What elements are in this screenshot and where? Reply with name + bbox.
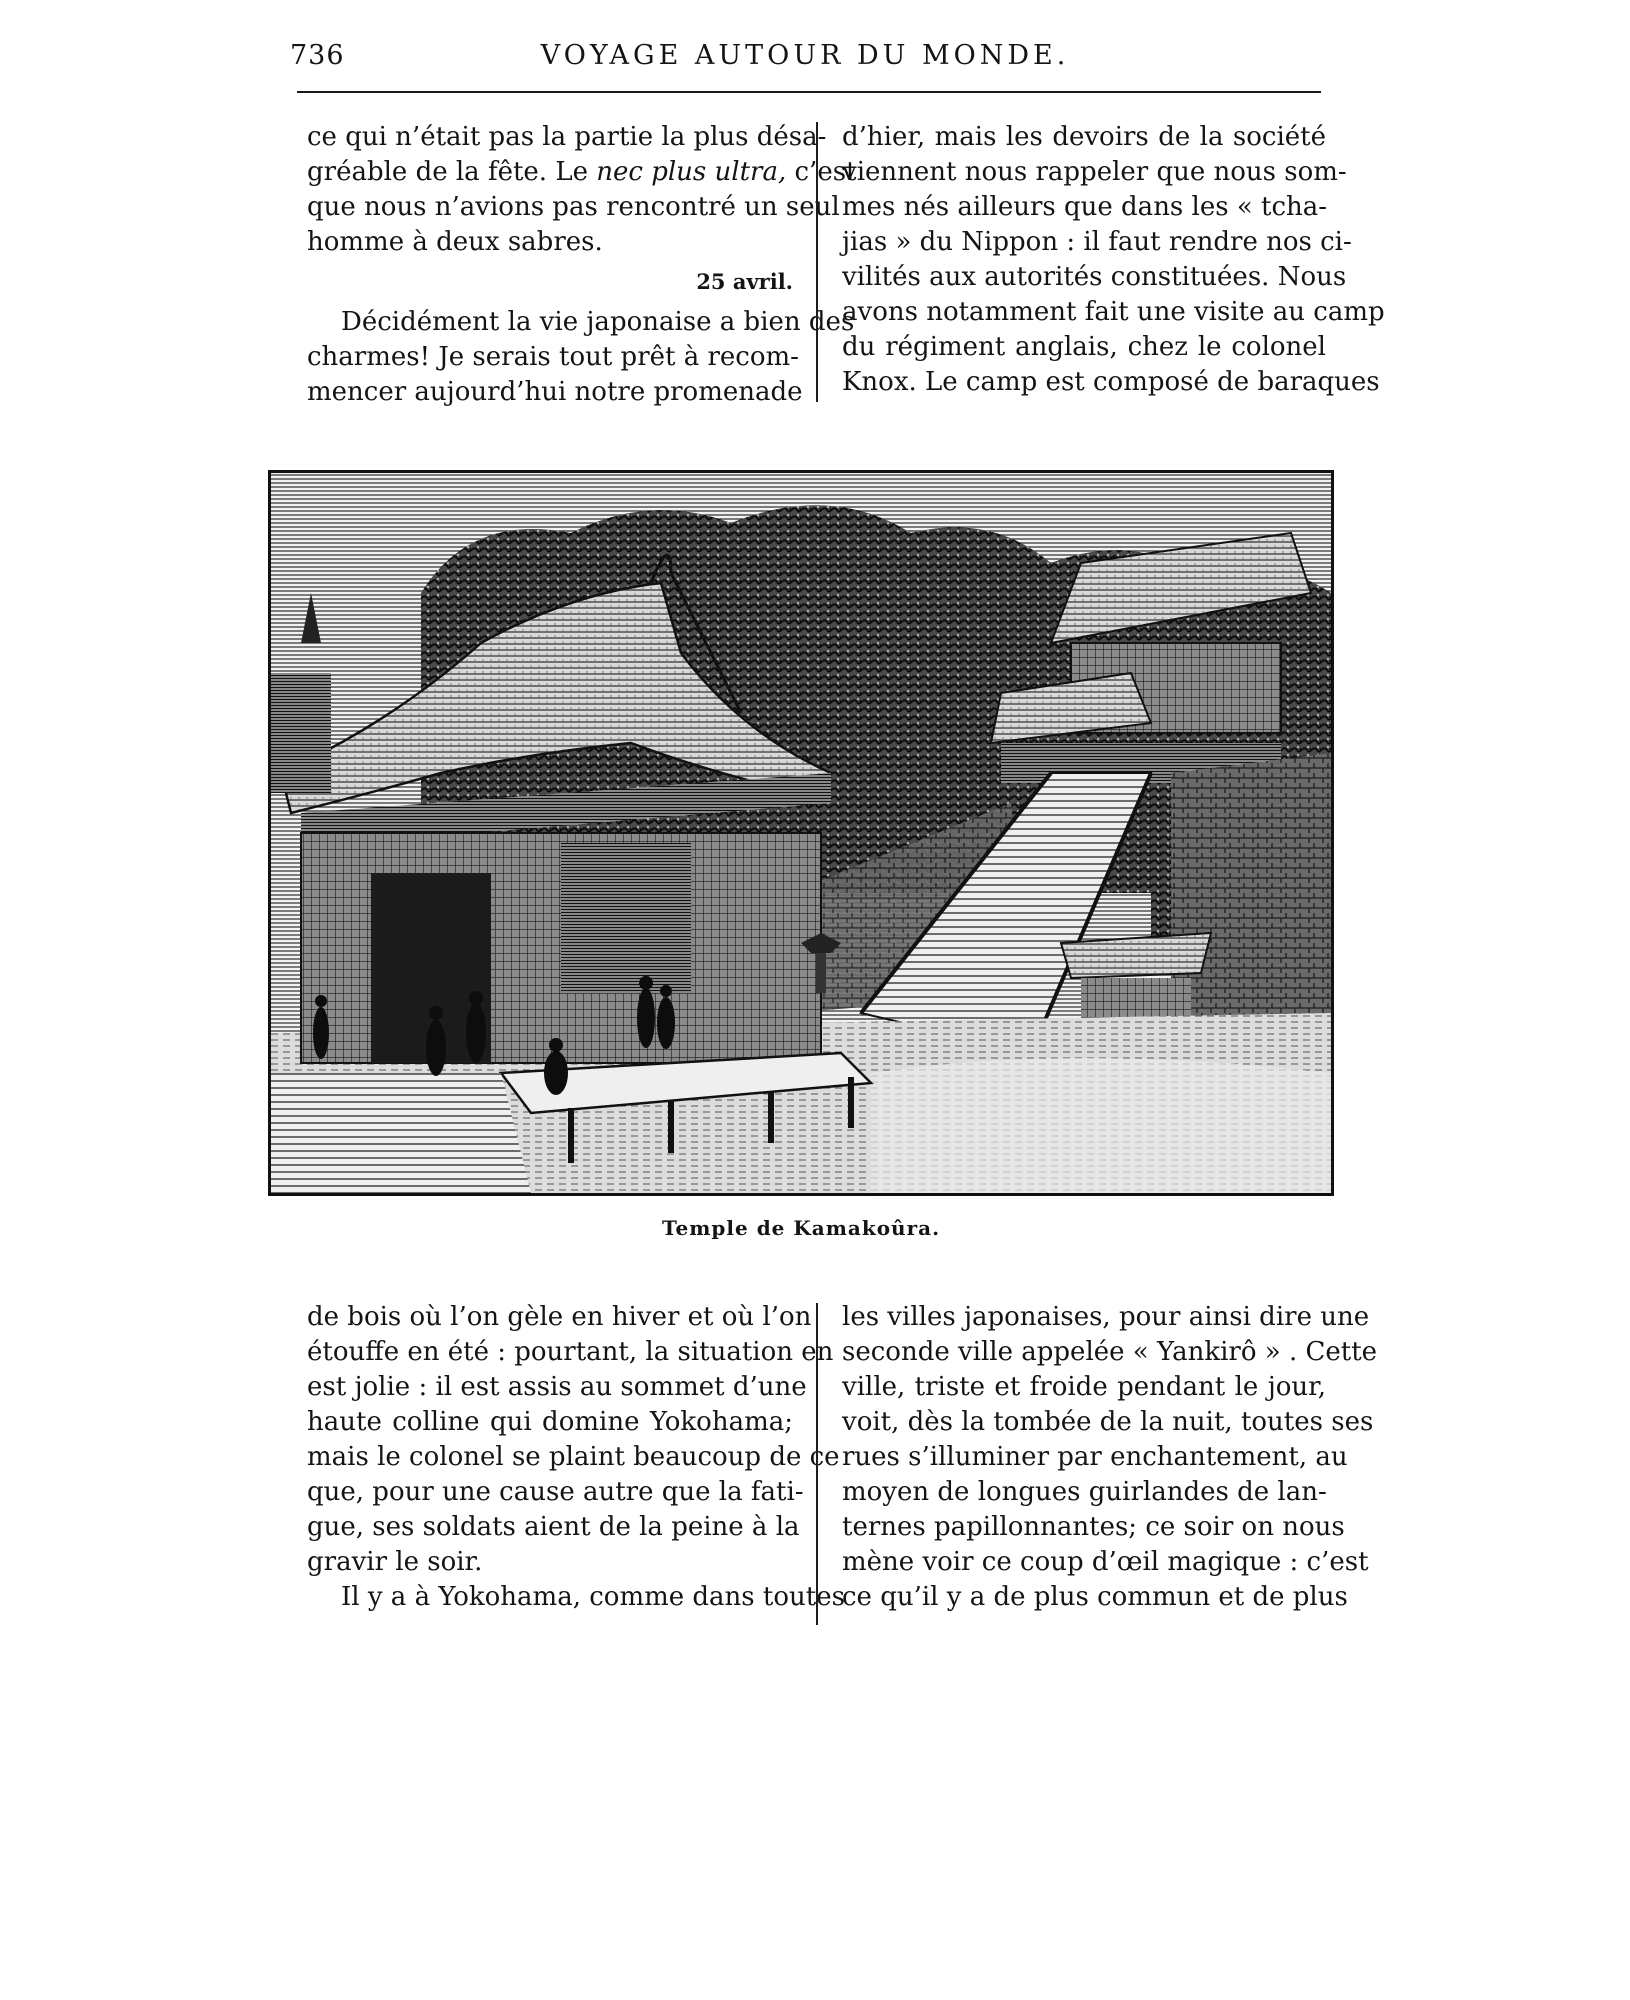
text-line: que nous n’avions pas rencontré un seul [307,192,840,222]
paragraph [307,1300,840,1580]
text-line: d’hier, mais les devoirs de la société [842,122,1326,152]
text-line: Il y a à Yokohama, comme dans toutes [341,1582,845,1612]
text-line: Knox. Le camp est composé de baraques [842,367,1380,397]
bottom-right-column [842,1300,1378,1615]
text-line: gravir le soir. [307,1547,483,1577]
top-right-column [842,120,1385,400]
text-fragment: c’est [786,157,857,187]
column-rule [816,122,818,402]
text-line: charmes! Je serais tout prêt à recom- [307,342,799,372]
paragraph [307,305,855,410]
text-line: étouffe en été : pourtant, la situation en [307,1337,834,1367]
text-line: ville, triste et froide pendant le jour, [842,1372,1326,1402]
dateline: 25 avril. [696,269,793,294]
paragraph [307,120,857,260]
text-line: moyen de longues guirlandes de lan- [842,1477,1327,1507]
italic-phrase: nec plus ultra, [596,157,787,187]
text-fragment: gréable de la fête. Le [307,157,597,187]
text-line: de bois où l’on gèle en hiver et où l’on [307,1302,812,1332]
text-line: mène voir ce coup d’œil magique : c’est [842,1547,1369,1577]
header-rule [297,91,1321,93]
text-line: vilités aux autorités constituées. Nous [842,262,1347,292]
text-line: ternes papillonnantes; ce soir on nous [842,1512,1345,1542]
text-line: rues s’illuminer par enchantement, au [842,1442,1348,1472]
column-rule [816,1303,818,1625]
text-line: mes nés ailleurs que dans les « tcha- [842,192,1328,222]
running-header [290,40,1320,80]
temple-engraving [268,470,1334,1196]
paragraph [307,1580,845,1615]
figure-caption: Temple de Kamakoûra. [661,1216,941,1240]
text-line: est jolie : il est assis au sommet d’une [307,1372,807,1402]
text-line: jias » du Nippon : il faut rendre nos ci- [842,227,1352,257]
text-line: ce qu’il y a de plus commun et de plus [842,1582,1348,1612]
running-title: VOYAGE AUTOUR DU MONDE. [540,40,1070,71]
paragraph [842,120,1385,400]
text-line: seconde ville appelée « Yankirô » . Cette [842,1337,1378,1367]
text-line: Décidément la vie japonaise a bien des [341,307,855,337]
text-line: haute colline qui domine Yokohama; [307,1407,793,1437]
text-line: du régiment anglais, chez le colonel [842,332,1326,362]
text-line: que, pour une cause autre que la fati- [307,1477,804,1507]
top-left-column [307,120,857,410]
text-line: avons notamment fait une visite au camp [842,297,1385,327]
text-line: homme à deux sabres. [307,227,603,257]
bottom-left-column [307,1300,845,1615]
text-line: mencer aujourd’hui notre promenade [307,377,803,407]
text-line: ce qui n’était pas la partie la plus désa- [307,122,827,152]
paragraph [842,1300,1378,1615]
page-number: 736 [290,40,345,71]
text-line: viennent nous rappeler que nous som- [842,157,1347,187]
text-line: gue, ses soldats aient de la peine à la [307,1512,800,1542]
text-line: les villes japonaises, pour ainsi dire une [842,1302,1370,1332]
text-line: voit, dès la tombée de la nuit, toutes ses [842,1407,1374,1437]
text-line [307,155,857,190]
text-line: mais le colonel se plaint beaucoup de ce [307,1442,840,1472]
